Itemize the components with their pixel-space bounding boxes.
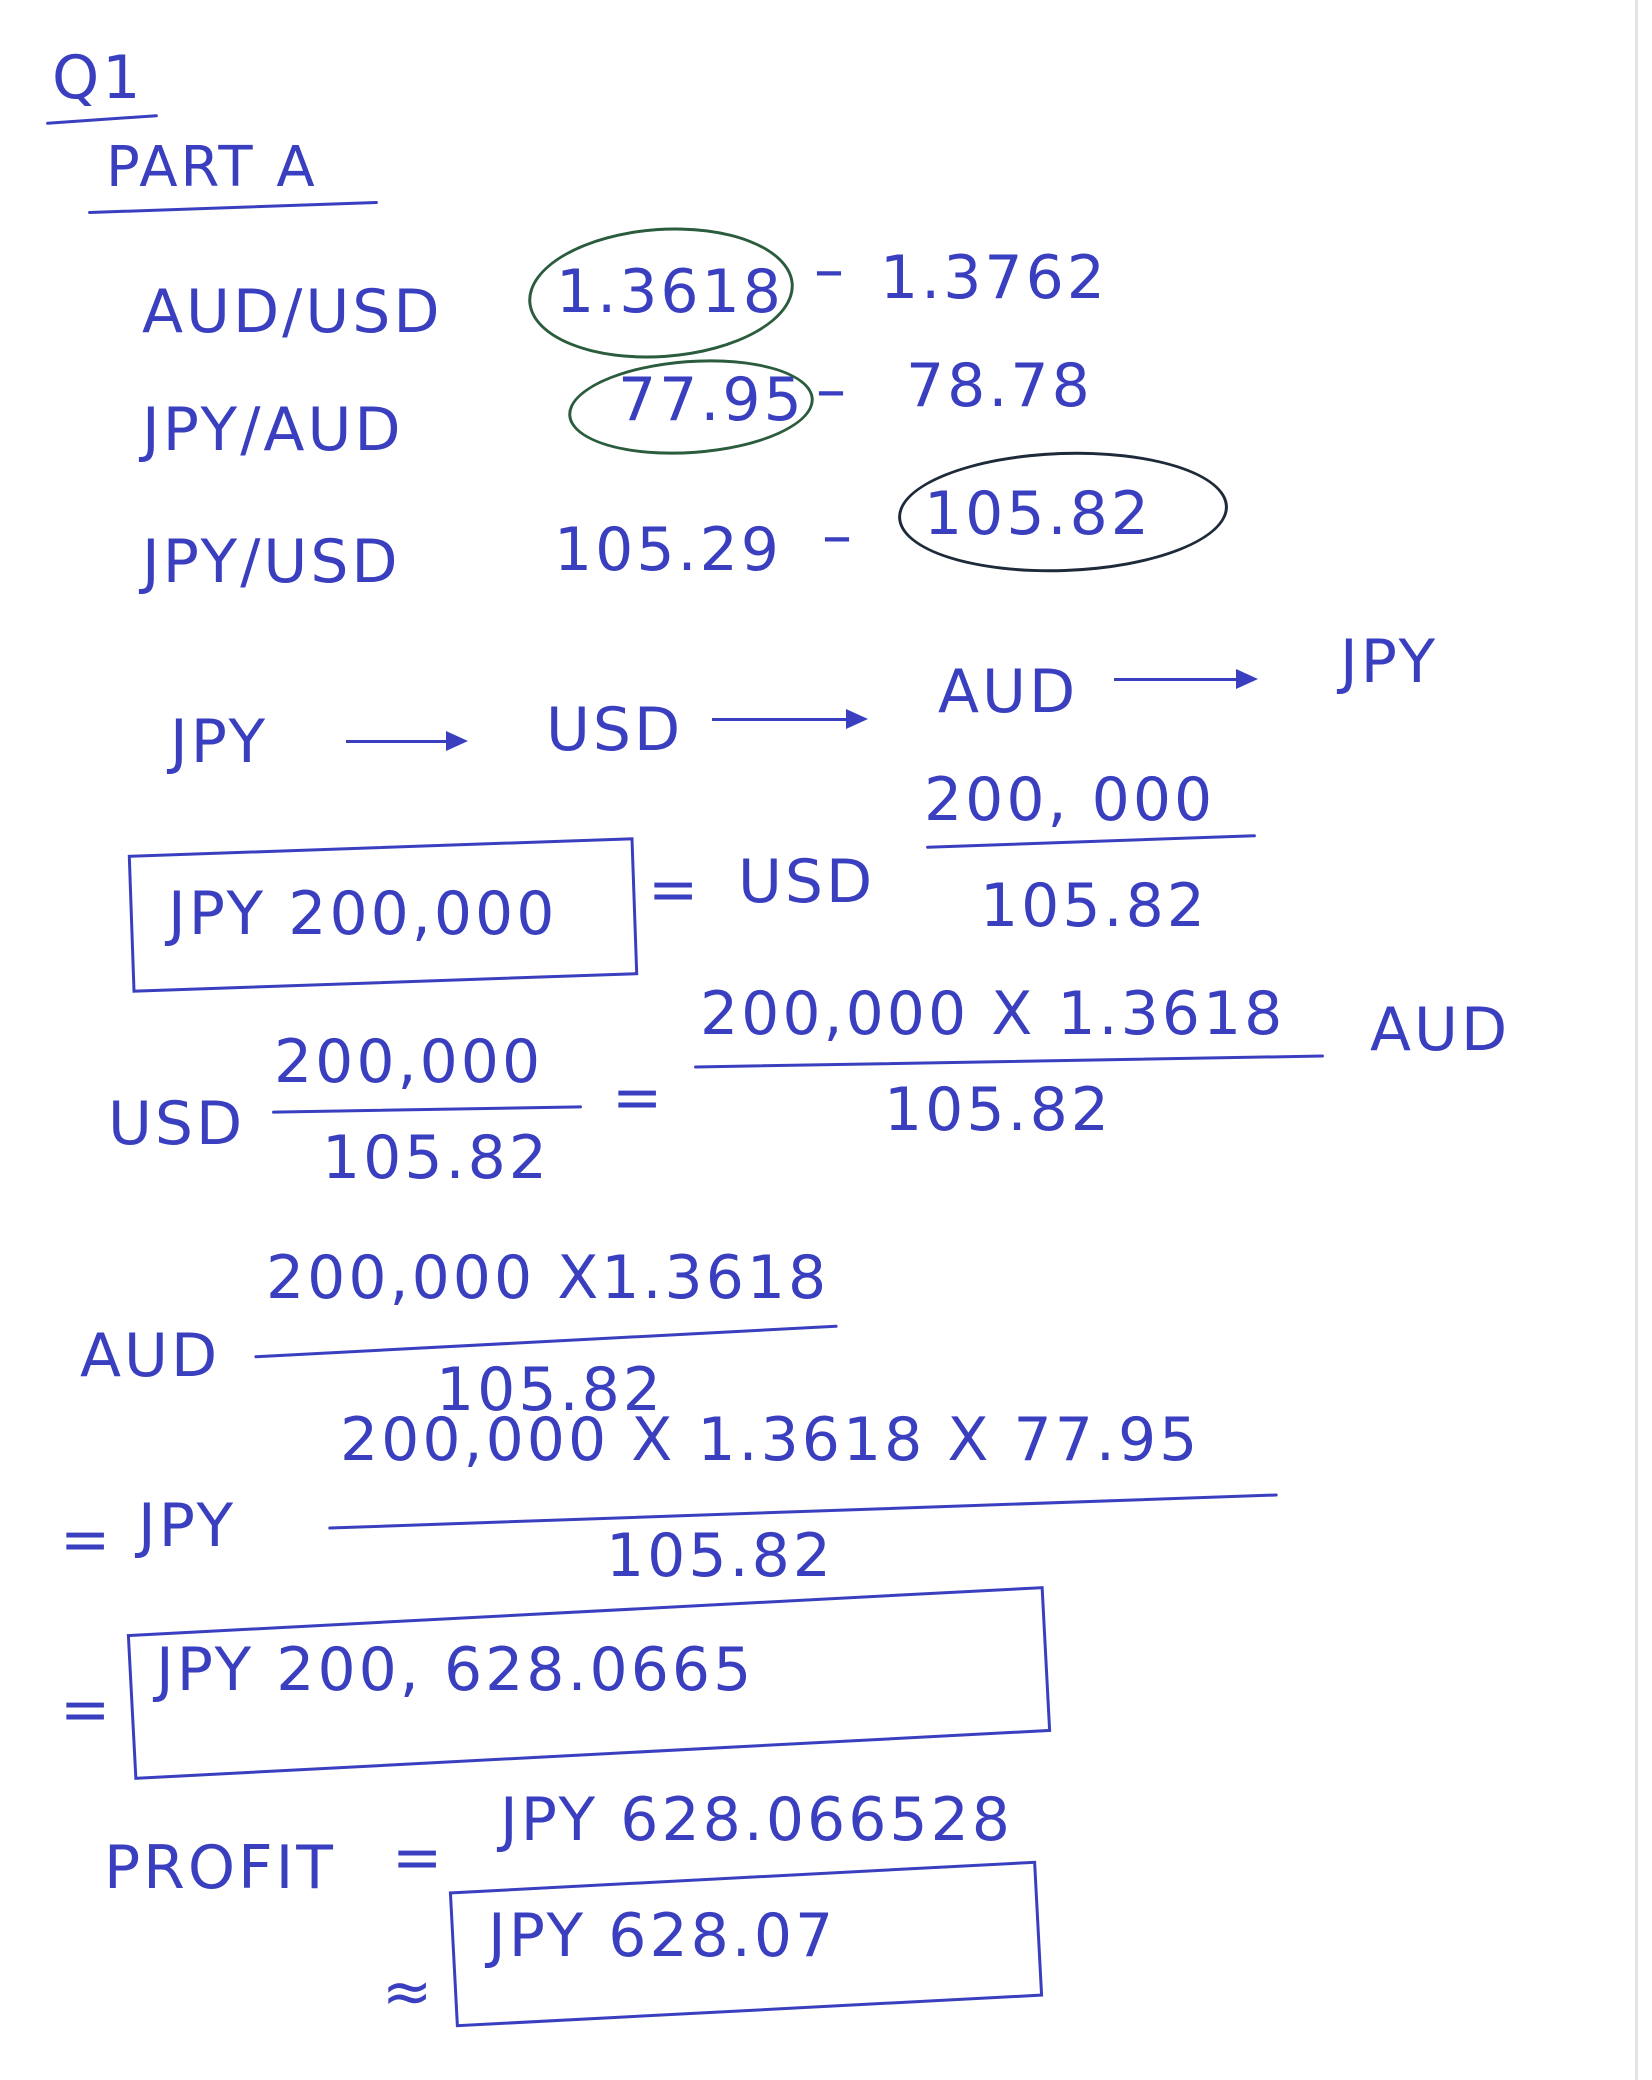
- route-currency: JPY: [170, 707, 269, 777]
- equals-sign: =: [392, 1823, 446, 1893]
- fraction-bar: [926, 834, 1256, 849]
- fraction-bar: [272, 1105, 582, 1113]
- equals-sign: =: [612, 1063, 666, 1133]
- right-arrow-icon: [712, 718, 864, 721]
- question-label: Q1: [52, 43, 144, 113]
- approx-sign: ≈: [382, 1957, 436, 2027]
- rate-separator: –: [816, 355, 849, 425]
- rate-separator: –: [822, 501, 855, 571]
- currency-label: AUD: [1370, 995, 1511, 1065]
- equals-sign: =: [60, 1505, 114, 1575]
- fraction-denominator: 105.82: [980, 871, 1208, 941]
- page-edge: [1635, 0, 1638, 2080]
- route-currency: USD: [546, 695, 684, 765]
- fraction-denominator: 105.82: [436, 1355, 664, 1425]
- rate-pair-jpy-usd: JPY/USD: [142, 527, 401, 597]
- rate-bid-jpy-usd: 105.29: [554, 515, 782, 585]
- right-arrow-icon: [1114, 678, 1254, 681]
- right-arrow-icon: [346, 740, 464, 743]
- profit-label: PROFIT: [104, 1833, 336, 1903]
- rate-ask-jpy-usd: 105.82: [924, 479, 1152, 549]
- fraction-numerator: 200,000 X 1.3618 X 77.95: [340, 1405, 1201, 1475]
- rate-bid-jpy-aud: 77.95: [618, 365, 805, 435]
- equals-sign: =: [648, 855, 702, 925]
- fraction-denominator: 105.82: [884, 1075, 1112, 1145]
- fraction-numerator: 200,000 X 1.3618: [700, 979, 1286, 1049]
- currency-label: USD: [108, 1089, 246, 1159]
- fraction-bar: [694, 1055, 1324, 1069]
- fraction-numerator: 200, 000: [924, 765, 1216, 835]
- start-amount: JPY 200,000: [168, 879, 558, 949]
- part-label: PART A: [106, 135, 318, 200]
- currency-label: JPY: [138, 1491, 237, 1561]
- rate-separator: –: [814, 235, 847, 305]
- ask-highlight-oval: [896, 446, 1230, 577]
- rate-bid-aud-usd: 1.3618: [556, 257, 784, 327]
- result-amount: JPY 200, 628.0665: [156, 1635, 755, 1705]
- rate-pair-jpy-aud: JPY/AUD: [142, 395, 404, 465]
- bid-highlight-oval: [524, 219, 798, 367]
- rate-pair-aud-usd: AUD/USD: [142, 277, 443, 347]
- fraction-numerator: 200,000 X1.3618: [266, 1243, 830, 1313]
- rate-ask-jpy-aud: 78.78: [906, 351, 1093, 421]
- bid-highlight-oval: [565, 352, 817, 463]
- rate-ask-aud-usd: 1.3762: [880, 243, 1108, 313]
- currency-label: AUD: [80, 1321, 221, 1391]
- fraction-denominator: 105.82: [322, 1123, 550, 1193]
- profit-value: JPY 628.066528: [500, 1785, 1013, 1855]
- part-underline: [88, 201, 378, 214]
- fraction-denominator: 105.82: [606, 1521, 834, 1591]
- fraction-bar: [254, 1325, 837, 1359]
- route-currency: AUD: [938, 657, 1079, 727]
- currency-label: USD: [738, 847, 876, 917]
- equals-sign: =: [60, 1675, 114, 1745]
- route-currency: JPY: [1340, 627, 1439, 697]
- question-underline: [46, 114, 158, 125]
- fraction-numerator: 200,000: [274, 1027, 544, 1097]
- final-amount: JPY 628.07: [488, 1901, 837, 1971]
